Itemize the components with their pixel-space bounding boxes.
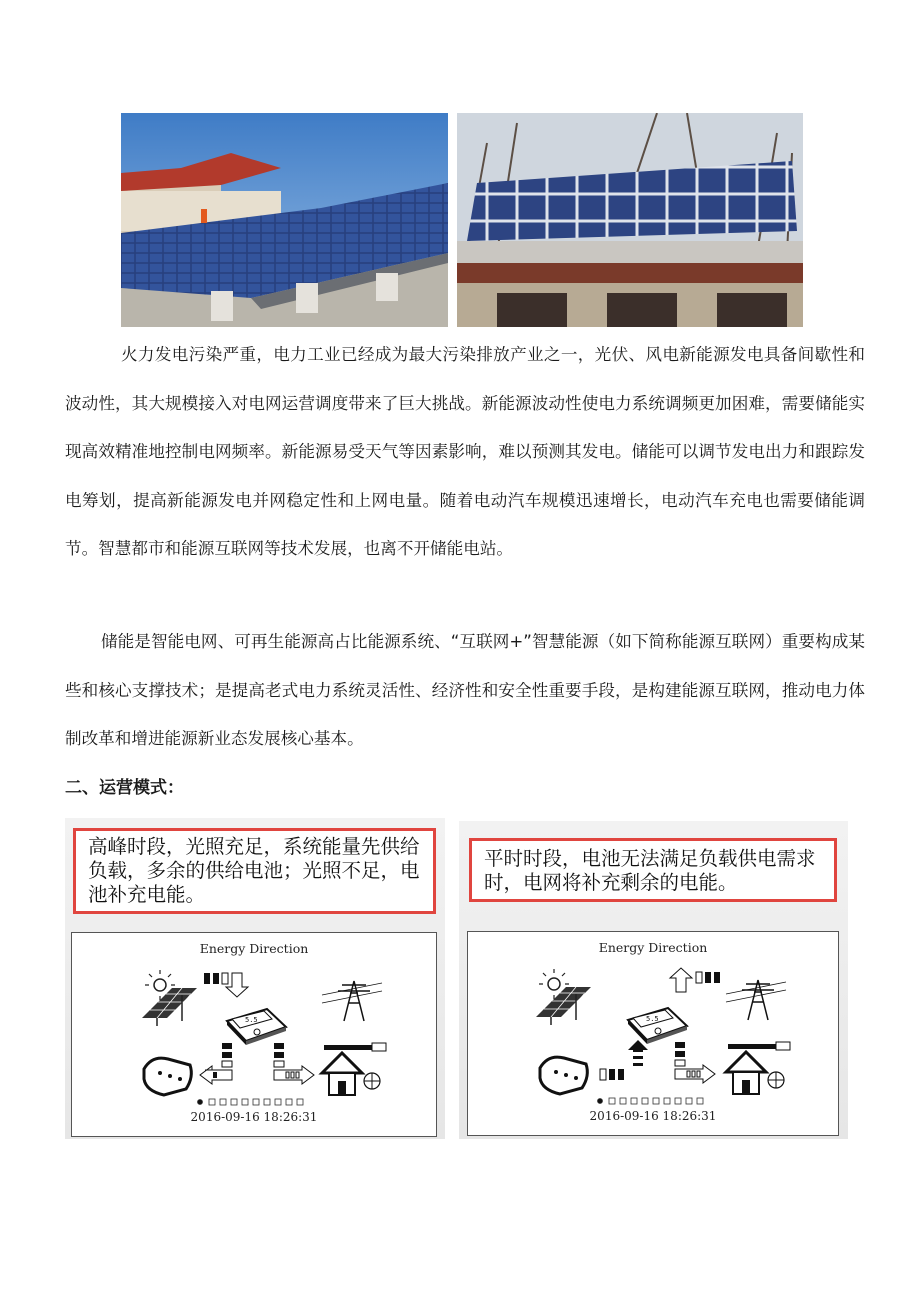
storage-paragraph: 储能是智能电网、可再生能源高占比能源系统、“互联网+”智慧能源（如下简称能源互联网）重要构成某些和核心支撑技术；是提高老式电力系统灵活性、经济性和安全性重要手段，是构建能源互联网，推动电力体制改革和增进能源新业态发展核心基本。 xyxy=(65,632,865,748)
page-indicator xyxy=(198,1099,304,1105)
arrow-inverter-to-battery xyxy=(200,1043,232,1084)
house-load-icon xyxy=(726,1042,790,1094)
arrow-solar-to-inverter xyxy=(204,973,248,997)
inverter-icon xyxy=(227,1009,286,1045)
arrow-grid-to-inverter xyxy=(670,968,720,992)
section-heading: 二、运营模式： xyxy=(65,778,184,798)
svg-text:5.5: 5.5 xyxy=(245,1016,258,1024)
power-tower-icon xyxy=(322,981,382,1021)
arrow-inverter-to-load xyxy=(274,1043,314,1084)
screen-timestamp: 2016-09-16 18:26:31 xyxy=(589,1109,717,1123)
house-load-icon xyxy=(322,1043,386,1095)
screen-title: Energy Direction xyxy=(598,940,708,955)
energy-direction-screen xyxy=(71,932,437,1137)
intro-paragraph: 火力发电污染严重，电力工业已经成为最大污染排放产业之一，光伏、风电新能源发电具备间歇性和波动性，其大规模接入对电网运营调度带来了巨大挑战。新能源波动性使电力系统调频更加困难，需要储能实现高效精准地控制电网频率。新能源易受天气等因素影响，难以预测其发电。储能可以调节发电出力和跟踪发电筹划，提高新能源发电并网稳定性和上网电量。随着电动汽车规模迅速增长，电动汽车充电也需要储能调节。智慧都市和能源互联网等技术发展，也离不开储能电站。 xyxy=(65,345,865,558)
energy-direction-screen xyxy=(467,931,839,1136)
inverter-icon xyxy=(628,1008,687,1044)
callout-text: 高峰时段，光照充足，系统能量先供给负载，多余的供给电池；光照不足，电池补充电能。 xyxy=(73,828,436,914)
solar-panel-icon xyxy=(142,970,197,1026)
arrow-inverter-to-load xyxy=(675,1042,715,1083)
rooftop-solar-photo-left xyxy=(121,113,448,327)
power-tower-icon xyxy=(726,980,786,1020)
arrow-battery-to-inverter xyxy=(600,1040,648,1080)
mode-panel-peak xyxy=(65,818,445,1139)
screen-timestamp: 2016-09-16 18:26:31 xyxy=(190,1110,318,1124)
svg-text:5.5: 5.5 xyxy=(646,1015,659,1023)
battery-icon xyxy=(144,1058,191,1095)
battery-icon xyxy=(540,1057,587,1094)
rooftop-solar-photo-right xyxy=(457,113,803,327)
page-indicator xyxy=(598,1098,704,1104)
mode-panel-normal xyxy=(459,821,848,1139)
solar-panel-icon xyxy=(536,969,591,1025)
screen-title: Energy Direction xyxy=(199,941,309,956)
callout-text: 平时时段，电池无法满足负载供电需求时，电网将补充剩余的电能。 xyxy=(469,838,837,902)
